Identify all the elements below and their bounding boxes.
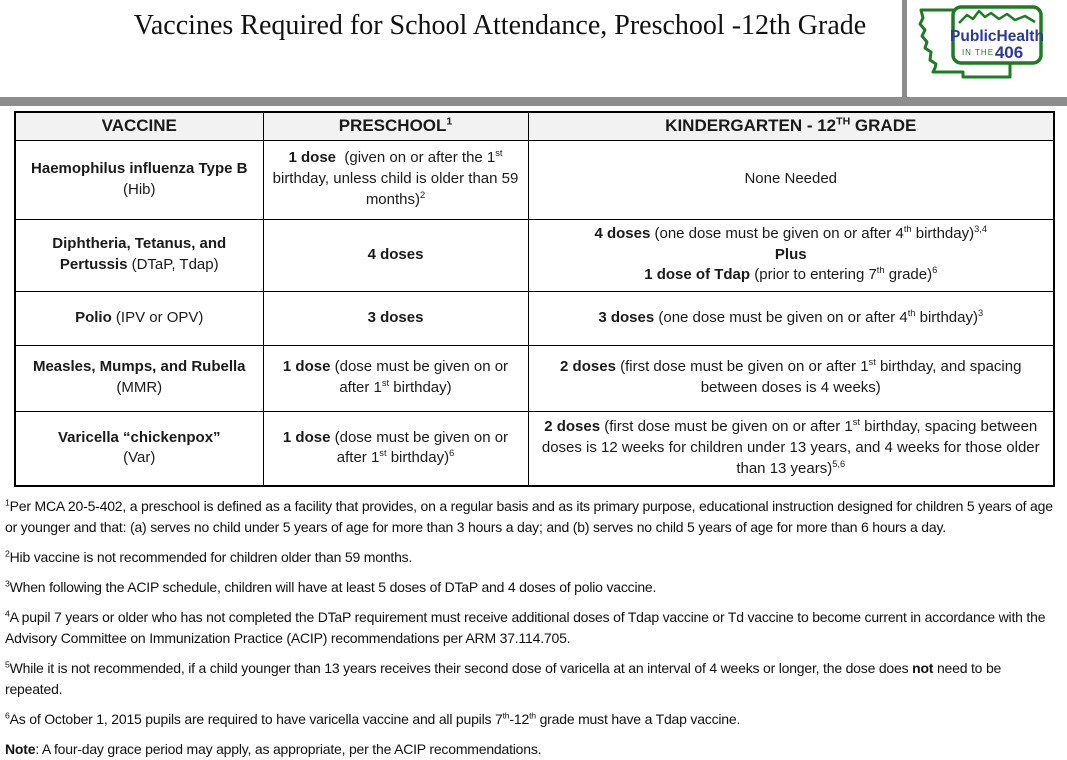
footnote: $^3$When following the ACIP schedule, children will have at least 5 doses of DTaP and 4 doses of polio vaccine. [5, 578, 657, 595]
footnotes [0, 487, 1067, 760]
table-row [15, 345, 1054, 411]
page-title: Vaccines Required for School Attendance, Preschool -12th Grade [133, 10, 867, 41]
footnote: $^6$As of October 1, 2015 pupils are required to have varicella vaccine and all pupils 7th-12th grade must have a Tdap vaccine. [5, 710, 741, 727]
col-header-kindergarten-12th: KINDERGARTEN - 12TH GRADE [528, 112, 1054, 140]
col-header-preschool: PRESCHOOL$^1$ [263, 112, 528, 140]
montana-outline-icon [915, 2, 1045, 97]
vaccine-table-body [15, 140, 1054, 486]
document-header [0, 0, 1067, 97]
table-row [15, 411, 1054, 486]
footnote: $^5$While it is not recommended, if a child younger than 13 years receives their second dose of varicella at an interval of 4 weeks or longer, the dose does not need to be repeated. [5, 659, 1002, 697]
preschool-requirement-cell: 3 doses [263, 291, 528, 345]
vaccine-name-cell: Diphtheria, Tetanus, and Pertussis (DTaP, Tdap) [15, 219, 263, 291]
footnote: $^4$A pupil 7 years or older who has not completed the DTaP requirement must receive additional doses of Tdap vaccine or Td vaccine to become current in accordance with the Advisory Committee on Immunization Practice (ACIP) recommendations per ARM 37.114.705. [5, 608, 1046, 646]
vaccine-table [14, 111, 1055, 487]
k12-requirement-cell: None Needed [528, 140, 1054, 219]
vaccine-name-cell: Varicella “chickenpox” (Var) [15, 411, 263, 486]
table-row [15, 219, 1054, 291]
vaccine-table-header [15, 112, 1054, 140]
footnote: $^2$Hib vaccine is not recommended for children older than 59 months. [5, 548, 413, 565]
logo-text-publichealth: PublicHealth [950, 28, 1044, 45]
header-horizontal-bar [0, 97, 1067, 106]
k12-requirement-cell: 3 doses (one dose must be given on or after 4th birthday)$^3$ [528, 291, 1054, 345]
logo-text-406: 406 [994, 43, 1024, 62]
vaccine-name-cell: Polio (IPV or OPV) [15, 291, 263, 345]
header-vertical-divider [902, 0, 907, 97]
footnote: Note: A four-day grace period may apply, as appropriate, per the ACIP recommendations. [5, 741, 542, 757]
publichealth-406-logo [915, 2, 1045, 97]
preschool-requirement-cell: 4 doses [263, 219, 528, 291]
table-row [15, 291, 1054, 345]
preschool-requirement-cell: 1 dose (dose must be given on or after 1st birthday)$^6$ [263, 411, 528, 486]
vaccine-name-cell: Haemophilus influenza Type B (Hib) [15, 140, 263, 219]
col-header-vaccine: VACCINE [15, 112, 263, 140]
k12-requirement-cell: 2 doses (first dose must be given on or after 1st birthday, and spacing between doses is 4 weeks) [528, 345, 1054, 411]
footnote: $^1$Per MCA 20-5-402, a preschool is defined as a facility that provides, on a regular basis and as its primary purpose, educational instruction designed for children 5 years of age or younger and that: (a) serves no child under 5 years of age for more than 3 hours a day; and (b) serves no child 5 years of age for more than 6 hours a day. [5, 497, 1053, 535]
k12-requirement-cell: 2 doses (first dose must be given on or after 1st birthday, spacing between doses is 12 weeks for children under 13 years, and 4 weeks for those older than 13 years)$^{5,6}$ [528, 411, 1054, 486]
table-row [15, 140, 1054, 219]
preschool-requirement-cell: 1 dose (given on or after the 1st birthday, unless child is older than 59 months)$^2$ [263, 140, 528, 219]
k12-requirement-cell: 4 doses (one dose must be given on or after 4th birthday)$^{3,4}$ Plus 1 dose of Tdap (prior to entering 7th grade)$^6$ [528, 219, 1054, 291]
logo-text-in-the: IN THE [961, 48, 995, 57]
preschool-requirement-cell: 1 dose (dose must be given on or after 1st birthday) [263, 345, 528, 411]
header-row [15, 112, 1054, 140]
vaccine-name-cell: Measles, Mumps, and Rubella (MMR) [15, 345, 263, 411]
